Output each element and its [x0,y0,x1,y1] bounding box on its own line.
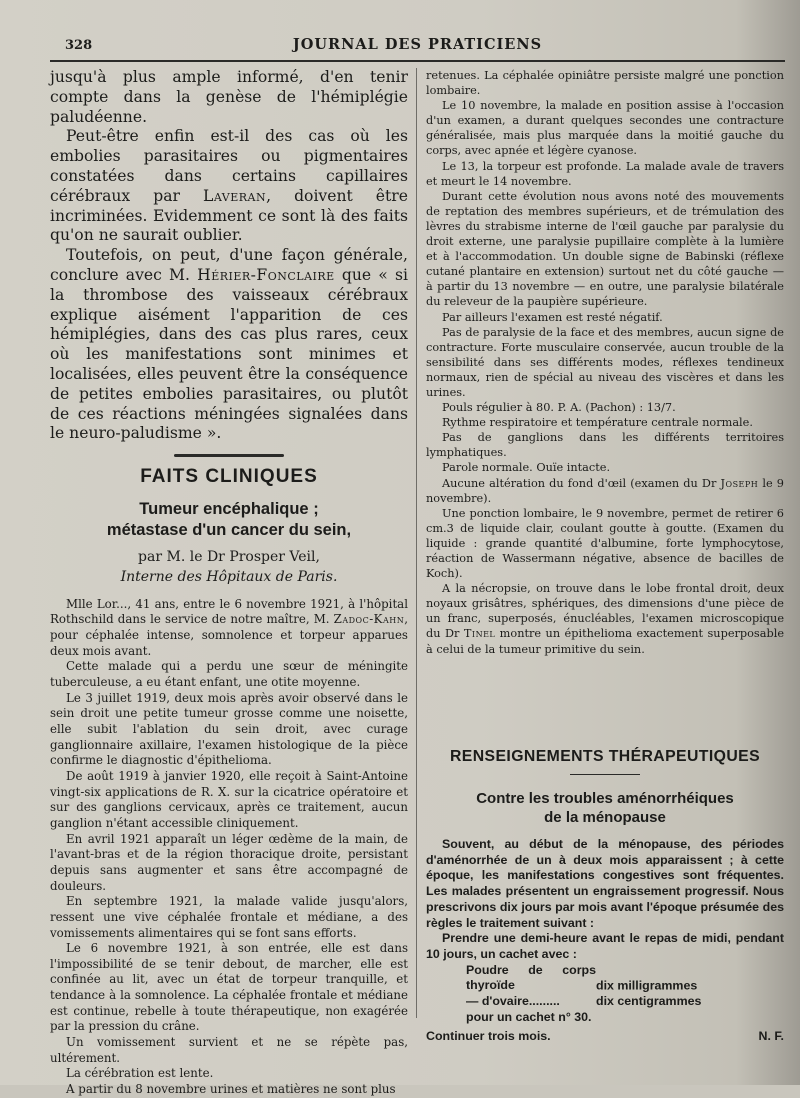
paragraph: Une ponction lombaire, le 9 novembre, permet de retirer 6 cm.3 de liquide clair, coulant goutte à goutte. (Examen du liquide : grande quantité d'albumine, forte lymphocytose, réaction de Wassermann négative, absence de bacilles de Koch). [426,506,784,581]
paragraph: Pas de ganglions dans les différents territoires lymphatiques. [426,431,784,460]
paragraph: Pouls régulier à 80. P. A. (Pachon) : 13/7. [442,401,676,415]
page-header [50,34,785,62]
signature-initials: N. F. [758,1029,784,1044]
paragraph: retenues. La céphalée opiniâtre persiste malgré une ponction lombaire. [426,69,784,98]
paragraph: A partir du 8 novembre urines et matières ne sont plus [66,1082,396,1097]
prescription-line: Poudre de corps thyroïde dix milligrammes [466,962,698,993]
paragraph: Aucune altération du fond d'œil (examen du Dr Joseph le 9 novembre). [426,476,784,505]
byline-affiliation: Interne des Hôpitaux de Paris. [120,568,338,585]
paragraph: Mlle Lor..., 41 ans, entre le 6 novembre 1921, à l'hôpital Rothschild dans le service de notre maître, M. Zadoc-Kahn, pour céphalée intense, somnolence et torpeur apparues deux mois avant. [50,596,408,658]
paragraph: Parole normale. Ouïe intacte. [442,461,611,475]
closing-line [426,1029,784,1045]
prescription-line: — d'ovaire......... dix centigrammes [466,994,702,1009]
paragraph: Rythme respiratoire et température centrale normale. [442,416,753,430]
paragraph: Peut-être enfin est-il des cas où les embolies parasitaires ou pigmentaires constatées dans certains capillaires cérébraux par Laveran, doivent être incriminées. Evidemment ce sont là des faits qu'on ne saurait oublier. [50,127,408,245]
author-name: Tinel [463,627,496,641]
paragraph: Continuer trois mois. [426,1029,551,1044]
paragraph: Un vomissement survient et ne se répète pas, ultérement. [50,1035,408,1065]
article-subtitle: métastase d'un cancer du sein, [106,520,352,539]
paragraph: Cette malade qui a perdu une sœur de méningite tuberculeuse, a eu étant enfant, une otite moyenne. [50,659,408,690]
article-title: Contre les troubles aménorrhéiques [476,790,734,807]
paragraph: La cérébration est lente. [66,1066,214,1081]
page-number: 328 [65,38,93,53]
author-name: Hérier-Fonclaire [197,265,335,284]
byline: par M. le Dr Prosper Veil, [138,548,320,565]
paragraph: Souvent, au début de la ménopause, des périodes d'aménorrhée de un à deux mois apparaissent ; à cette époque, les manifestations congestives sont fréquentes. Les malades présentent un engraissement progressif. Nous prescrivons dix jours par mois avant l'époque présumée des règles le traitement suivant : [426,837,784,930]
therapeutic-section [426,748,784,1045]
prescription-line: pour un cachet n° 30. [466,1009,592,1024]
paragraph: En septembre 1921, la malade valide jusqu'alors, ressent une vive céphalée frontale et médiane, a des vomissements alimentaires qui se font sans efforts. [50,894,408,940]
section-title: RENSEIGNEMENTS THÉRAPEUTIQUES [449,748,761,765]
paragraph: Durant cette évolution nous avons noté des mouvements de reptation des membres supérieurs, et de trémulation des lèvres du strabisme interne de l'œil gauche par paralysie du droit externe, une paralysie pupillaire complète à la lumière et à l'accommodation. Un double signe de Babinski (réflexe cutané plantaire en extension) surtout net du côté gauche — à partir du 13 novembre — en outre, une paralysie bilatérale du releveur de la paupière supérieure. [426,189,784,309]
paragraph: Le 6 novembre 1921, à son entrée, elle est dans l'impossibilité de se tenir debout, de marcher, elle est confinée au lit, avec un état de torpeur tranquille, et tendance à la somnolence. La céphalée frontale et médiane est continue, rebelle à toute thérapeutique, non exagérée par la pression du crâne. [50,941,408,1034]
section-rule [570,774,640,775]
paragraph: Le 10 novembre, la malade en position assise à l'occasion d'un examen, a durant quelques secondes une contracture généralisée, mais plus marquée dans la moitié gauche du corps, avec apnée et légère cyanose. [426,99,784,158]
paragraph: Le 3 juillet 1919, deux mois après avoir observé dans le sein droit une petite tumeur grosse comme une noisette, elle subit l'ablation du sein droit, avec curage ganglionnaire axillaire, l'examen histologique de la pièce confirme le diagnostic d'épithelioma. [50,690,408,768]
journal-title: JOURNAL DES PRATICIENS [292,36,543,53]
paragraph: De août 1919 à janvier 1920, elle reçoit à Saint-Antoine vingt-six applications de R. X. sur la cicatrice opératoire et sur des ganglions cervicaux, après ce traitement, aucun ganglion n'étant accessible cliniquement. [50,768,408,830]
author-name: Laveran [203,186,267,205]
author-name: Joseph [720,476,759,490]
section-title: FAITS CLINIQUES [140,466,318,488]
paragraph: jusqu'à plus ample informé, d'en tenir compte dans la genèse de l'hémiplégie paludéenne. [50,68,408,126]
article-subtitle: de la ménopause [544,809,666,826]
paragraph: Toutefois, on peut, d'une façon générale, conclure avec M. Hérier-Fonclaire que « si la thrombose des vaisseaux cérébraux explique aisément l'apparition de ces hémiplégies, dans des cas plus rares, ceux où les manifestations sont minimes et localisées, elles peuvent être la conséquence de petites embolies parasitaires, ou plutôt de ces réactions méningées signalées dans le neuro-paludisme ». [50,246,408,443]
paragraph: A la nécropsie, on trouve dans le lobe frontal droit, deux noyaux grisâtres, sphériques, des dimensions d'une pièce de un franc, superposés, énucléables, l'examen microscopique du Dr Tinel montre un épithelioma exactement superposable à celui de la tumeur primitive du sein. [426,582,784,656]
paragraph: Pas de paralysie de la face et des membres, aucun signe de contracture. Forte musculaire conservée, aucun trouble de la sensibilité dans ses différents modes, réflexes tendineux normaux, rien de spécial au niveau des viscères et dans les urines. [426,325,784,399]
paragraph: En avril 1921 apparaît un léger œdème de la main, de l'avant-bras et de la région thoracique droite, persistant depuis sans augmenter et sans être accompagné de douleurs. [50,831,408,893]
paragraph: Par ailleurs l'examen est resté négatif. [442,310,663,324]
paragraph: Le 13, la torpeur est profonde. La malade avale de travers et meurt le 14 novembre. [426,159,784,188]
paragraph: Prendre une demi-heure avant le repas de midi, pendant 10 jours, un cachet avec : [426,931,784,961]
author-name: Zadoc-Kahn [333,612,405,627]
section-rule [174,454,284,457]
left-column [50,68,408,1098]
article-title: Tumeur encéphalique ; [139,499,319,518]
right-column [426,68,784,657]
therapy-body [426,837,784,1045]
column-divider [416,68,417,1018]
